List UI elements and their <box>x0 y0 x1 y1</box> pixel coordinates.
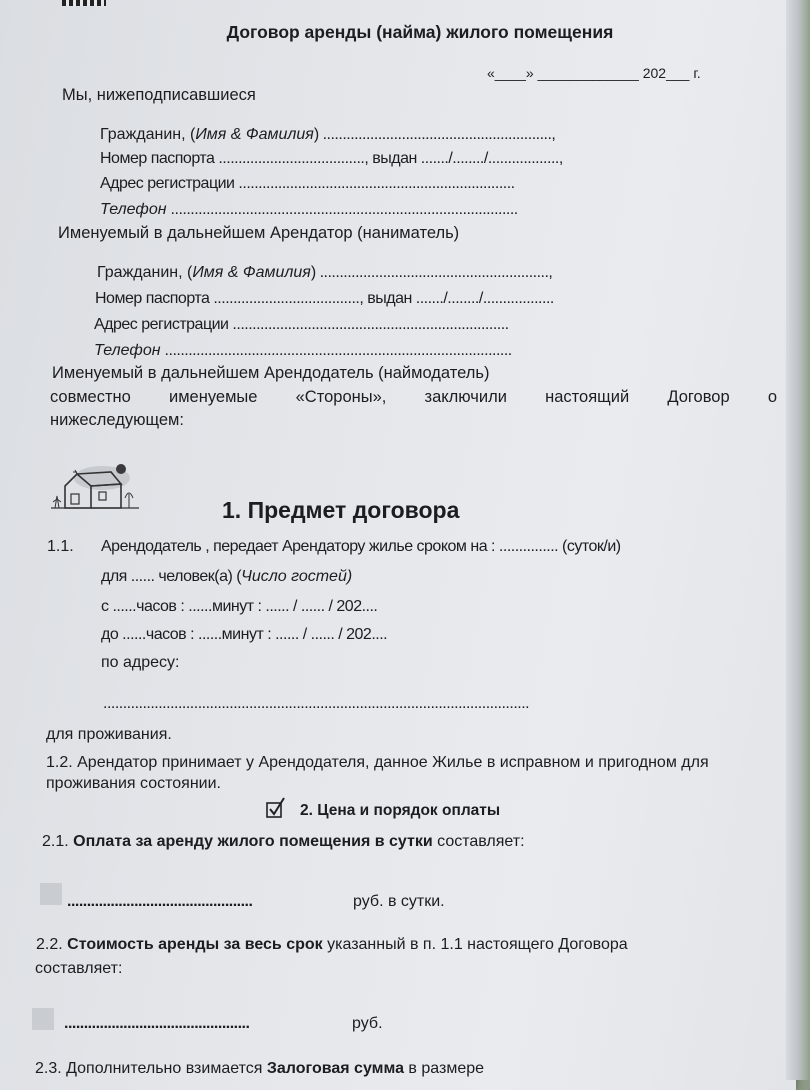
clause-2-3: 2.3. Дополнительно взимается Залоговая сумма в размере <box>35 1060 485 1077</box>
clause-1-1-start: с ......часов : ......минут : ...... / ...... / 202.... <box>101 598 378 615</box>
clause-2-2: 2.2. Стоимость аренды за весь срок указанный в п. 1.1 настоящего Договора <box>36 936 628 953</box>
party2-address: Адрес регистрации ...................................................................... <box>94 316 509 333</box>
clause-2-1: 2.1. Оплата за аренду жилого помещения в сутки составляет: <box>42 833 525 850</box>
clause-1-1-address-dots: ............................................................................................................ <box>103 695 530 712</box>
party1-passport: Номер паспорта ....................................., выдан ......./......../.................., <box>100 150 563 167</box>
clause-1-2-line2: проживания состоянии. <box>46 775 221 792</box>
clause-1-1-end: до ......часов : ......минут : ...... / ...... / 202.... <box>101 626 388 643</box>
total-amount-dots: ............................................... <box>64 1015 250 1032</box>
checkbox-placeholder <box>40 883 62 905</box>
party2-passport: Номер паспорта ....................................., выдан ......./......../.................. <box>95 290 554 307</box>
per-day-unit: руб. в сутки. <box>353 893 445 910</box>
party2-named-as: Именуемый в дальнейшем Арендодатель (наймодатель) <box>52 364 490 382</box>
party1-named-as: Именуемый в дальнейшем Арендатор (наниматель) <box>58 224 460 242</box>
party2-phone: Телефон ........................................................................................ <box>94 342 512 359</box>
party2-citizen: Гражданин, (Имя & Фамилия) .........................................................., <box>97 264 553 281</box>
section1-heading: 1. Предмет договора <box>222 497 460 523</box>
party1-address: Адрес регистрации ...................................................................... <box>100 175 515 192</box>
section2-heading: 2. Цена и порядок оплаты <box>300 802 501 819</box>
party1-citizen: Гражданин, (Имя & Фамилия) .........................................................., <box>100 126 556 143</box>
checkbox-checked-icon <box>266 797 286 819</box>
intro-text: Мы, нижеподписавшиеся <box>62 86 256 104</box>
checkbox-placeholder-2 <box>32 1008 54 1030</box>
clause-1-1-line1: Арендодатель , передает Арендатору жилье сроком на : ............... (суток/и) <box>101 538 621 555</box>
purpose-text: для проживания. <box>46 726 172 743</box>
qr-code-fragment <box>62 0 106 6</box>
parties-together-text: совместно именуемые «Стороны», заключили настоящий Договор о <box>50 388 777 406</box>
per-day-amount-dots: ............................................... <box>67 893 253 910</box>
clause-1-2-line1: 1.2. Арендатор принимает у Арендодателя, данное Жилье в исправном и пригодном для <box>46 754 709 771</box>
party1-phone: Телефон ........................................................................................ <box>100 201 518 218</box>
parties-together-text-2: нижеследующем: <box>50 411 184 429</box>
house-icon <box>47 458 142 516</box>
date-line: «____» _____________ 202___ г. <box>487 65 701 81</box>
clause-2-2-line2: составляет: <box>35 960 123 977</box>
clause-1-1-address-label: по адресу: <box>101 654 180 671</box>
page-curl <box>786 0 810 1080</box>
total-unit: руб. <box>352 1015 383 1032</box>
clause-1-1-guests: для ...... человек(а) (Число гостей) <box>101 568 353 585</box>
clause-1-1-number: 1.1. <box>47 538 74 555</box>
document-title: Договор аренды (найма) жилого помещения <box>226 22 614 42</box>
